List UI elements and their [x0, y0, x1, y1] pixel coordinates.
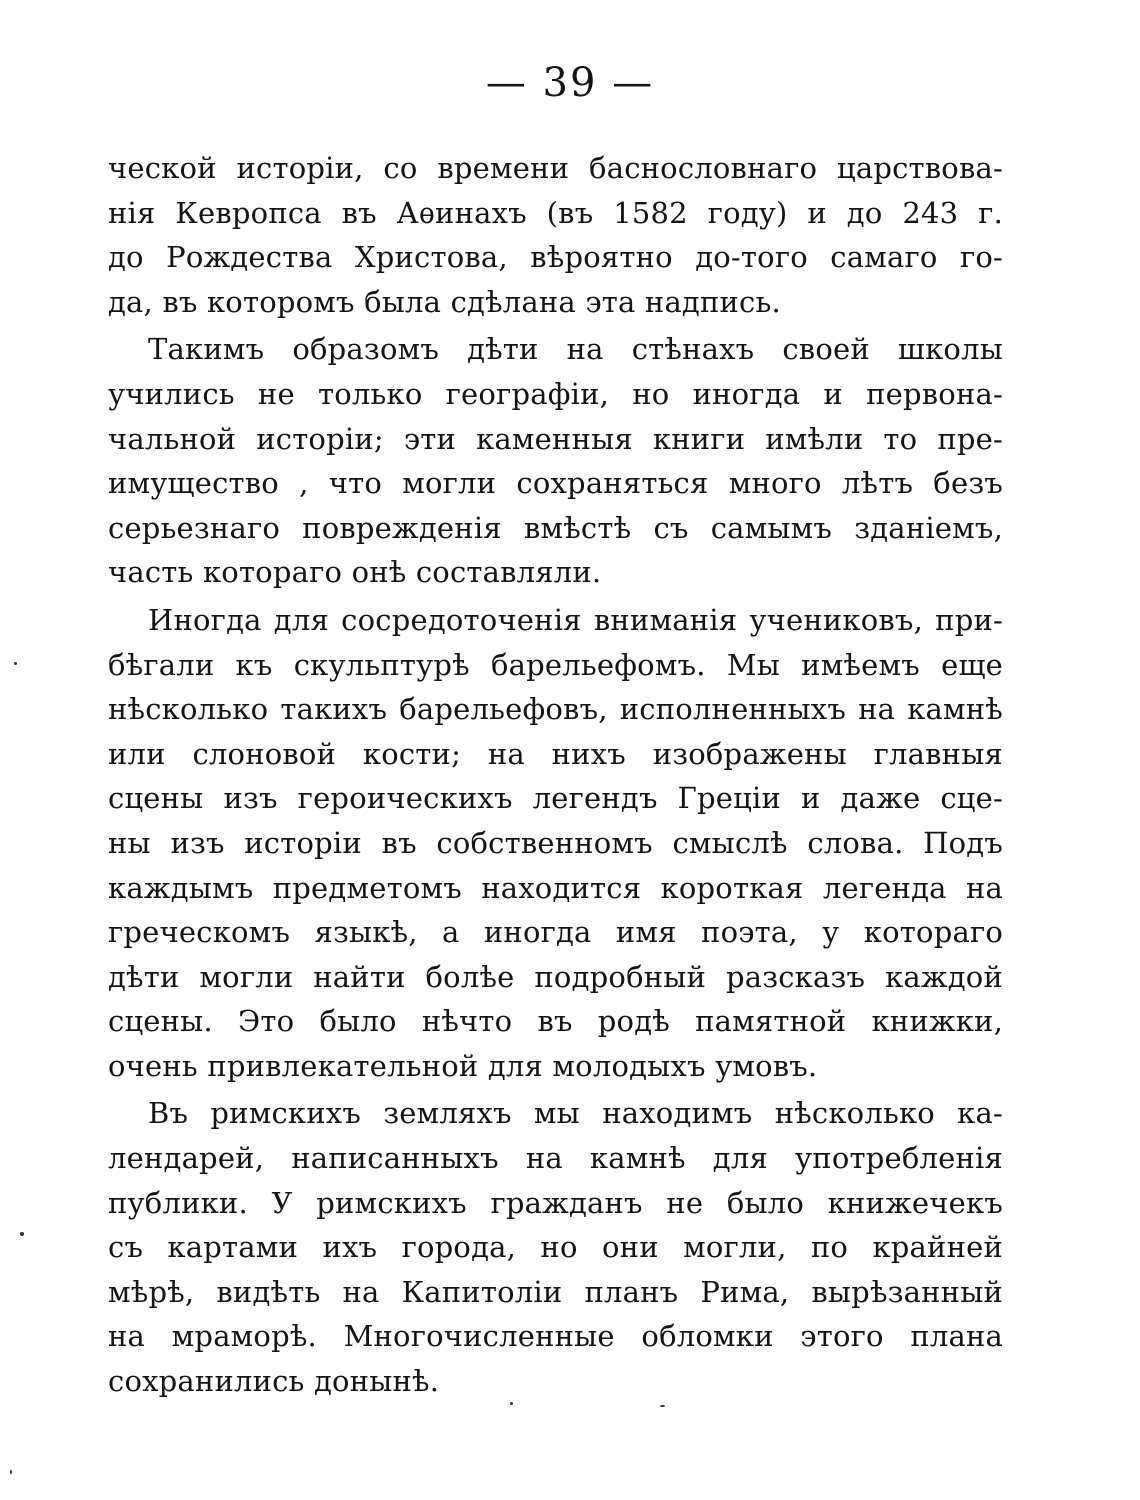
text-line: каждымъ предметомъ находится короткая легенда на — [108, 870, 1003, 905]
text-line: сохранились донынѣ. — [108, 1364, 440, 1399]
print-speck — [510, 1402, 513, 1405]
paragraph — [108, 598, 1003, 1089]
print-speck — [10, 1470, 12, 1474]
text-line: греческомъ языкѣ, а иногда имя поэта, у котораго — [108, 915, 1003, 950]
body-text — [108, 146, 1003, 1404]
text-line: ны изъ исторіи въ собственномъ смыслѣ слова. Подъ — [108, 825, 1003, 860]
text-line: очень привлекательной для молодыхъ умовъ. — [108, 1048, 818, 1083]
text-line: на мраморѣ. Многочисленные обломки этого плана — [108, 1319, 1003, 1354]
text-line: учились не только географіи, но иногда и первона- — [108, 376, 1003, 411]
text-line: Такимъ образомъ дѣти на стѣнахъ своей школы — [148, 332, 1003, 367]
paragraph — [108, 327, 1003, 595]
text-line: чальной исторіи; эти каменныя книги имѣли то пре- — [108, 421, 1003, 456]
text-line: лендарей, написанныхъ на камнѣ для употребленія — [108, 1141, 1003, 1176]
text-line: нія Кевропса въ Аѳинахъ (въ 1582 году) и до 243 г. — [108, 195, 1003, 230]
text-line: нѣсколько такихъ барельефовъ, исполненныхъ на камнѣ — [108, 692, 1003, 727]
print-speck — [660, 1405, 665, 1407]
text-line: серьезнаго поврежденія вмѣстѣ съ самымъ зданіемъ, — [108, 510, 1003, 545]
text-line: мѣрѣ, видѣть на Капитоліи планъ Рима, вырѣзанный — [108, 1274, 1003, 1309]
paragraph — [108, 1091, 1003, 1403]
text-line: часть котораго онѣ составляли. — [108, 555, 602, 590]
text-line: бѣгали къ скульптурѣ барельефомъ. Мы имѣемъ еще — [108, 647, 1003, 682]
print-speck — [20, 1232, 24, 1236]
text-line: ческой исторіи, со времени баснословнаго царствова- — [108, 151, 1003, 185]
text-line: публики. У римскихъ гражданъ не было книжечекъ — [108, 1185, 1003, 1220]
text-line: съ картами ихъ города, но они могли, по крайней — [108, 1230, 1003, 1265]
paragraph — [108, 146, 1003, 324]
text-line: Иногда для сосредоточенія вниманія учениковъ, при- — [148, 602, 1003, 637]
text-line: или слоновой кости; на нихъ изображены главныя — [108, 736, 1003, 771]
print-speck — [14, 662, 17, 665]
page-number: — 39 — — [485, 60, 655, 106]
text-line: да, въ которомъ была сдѣлана эта надпись. — [108, 284, 781, 319]
text-line: имущество , что могли сохраняться много лѣтъ безъ — [108, 466, 1003, 501]
text-line: дѣти могли найти болѣе подробный разсказъ каждой — [108, 959, 1003, 994]
text-line: до Рождества Христова, вѣроятно до-того самаго го- — [108, 240, 1003, 275]
text-line: сцены изъ героическихъ легендъ Греціи и даже сце- — [108, 781, 1003, 816]
text-line: Въ римскихъ земляхъ мы находимъ нѣсколько ка- — [148, 1096, 1003, 1131]
text-line: сцены. Это было нѣчто въ родѣ памятной книжки, — [108, 1004, 1003, 1039]
